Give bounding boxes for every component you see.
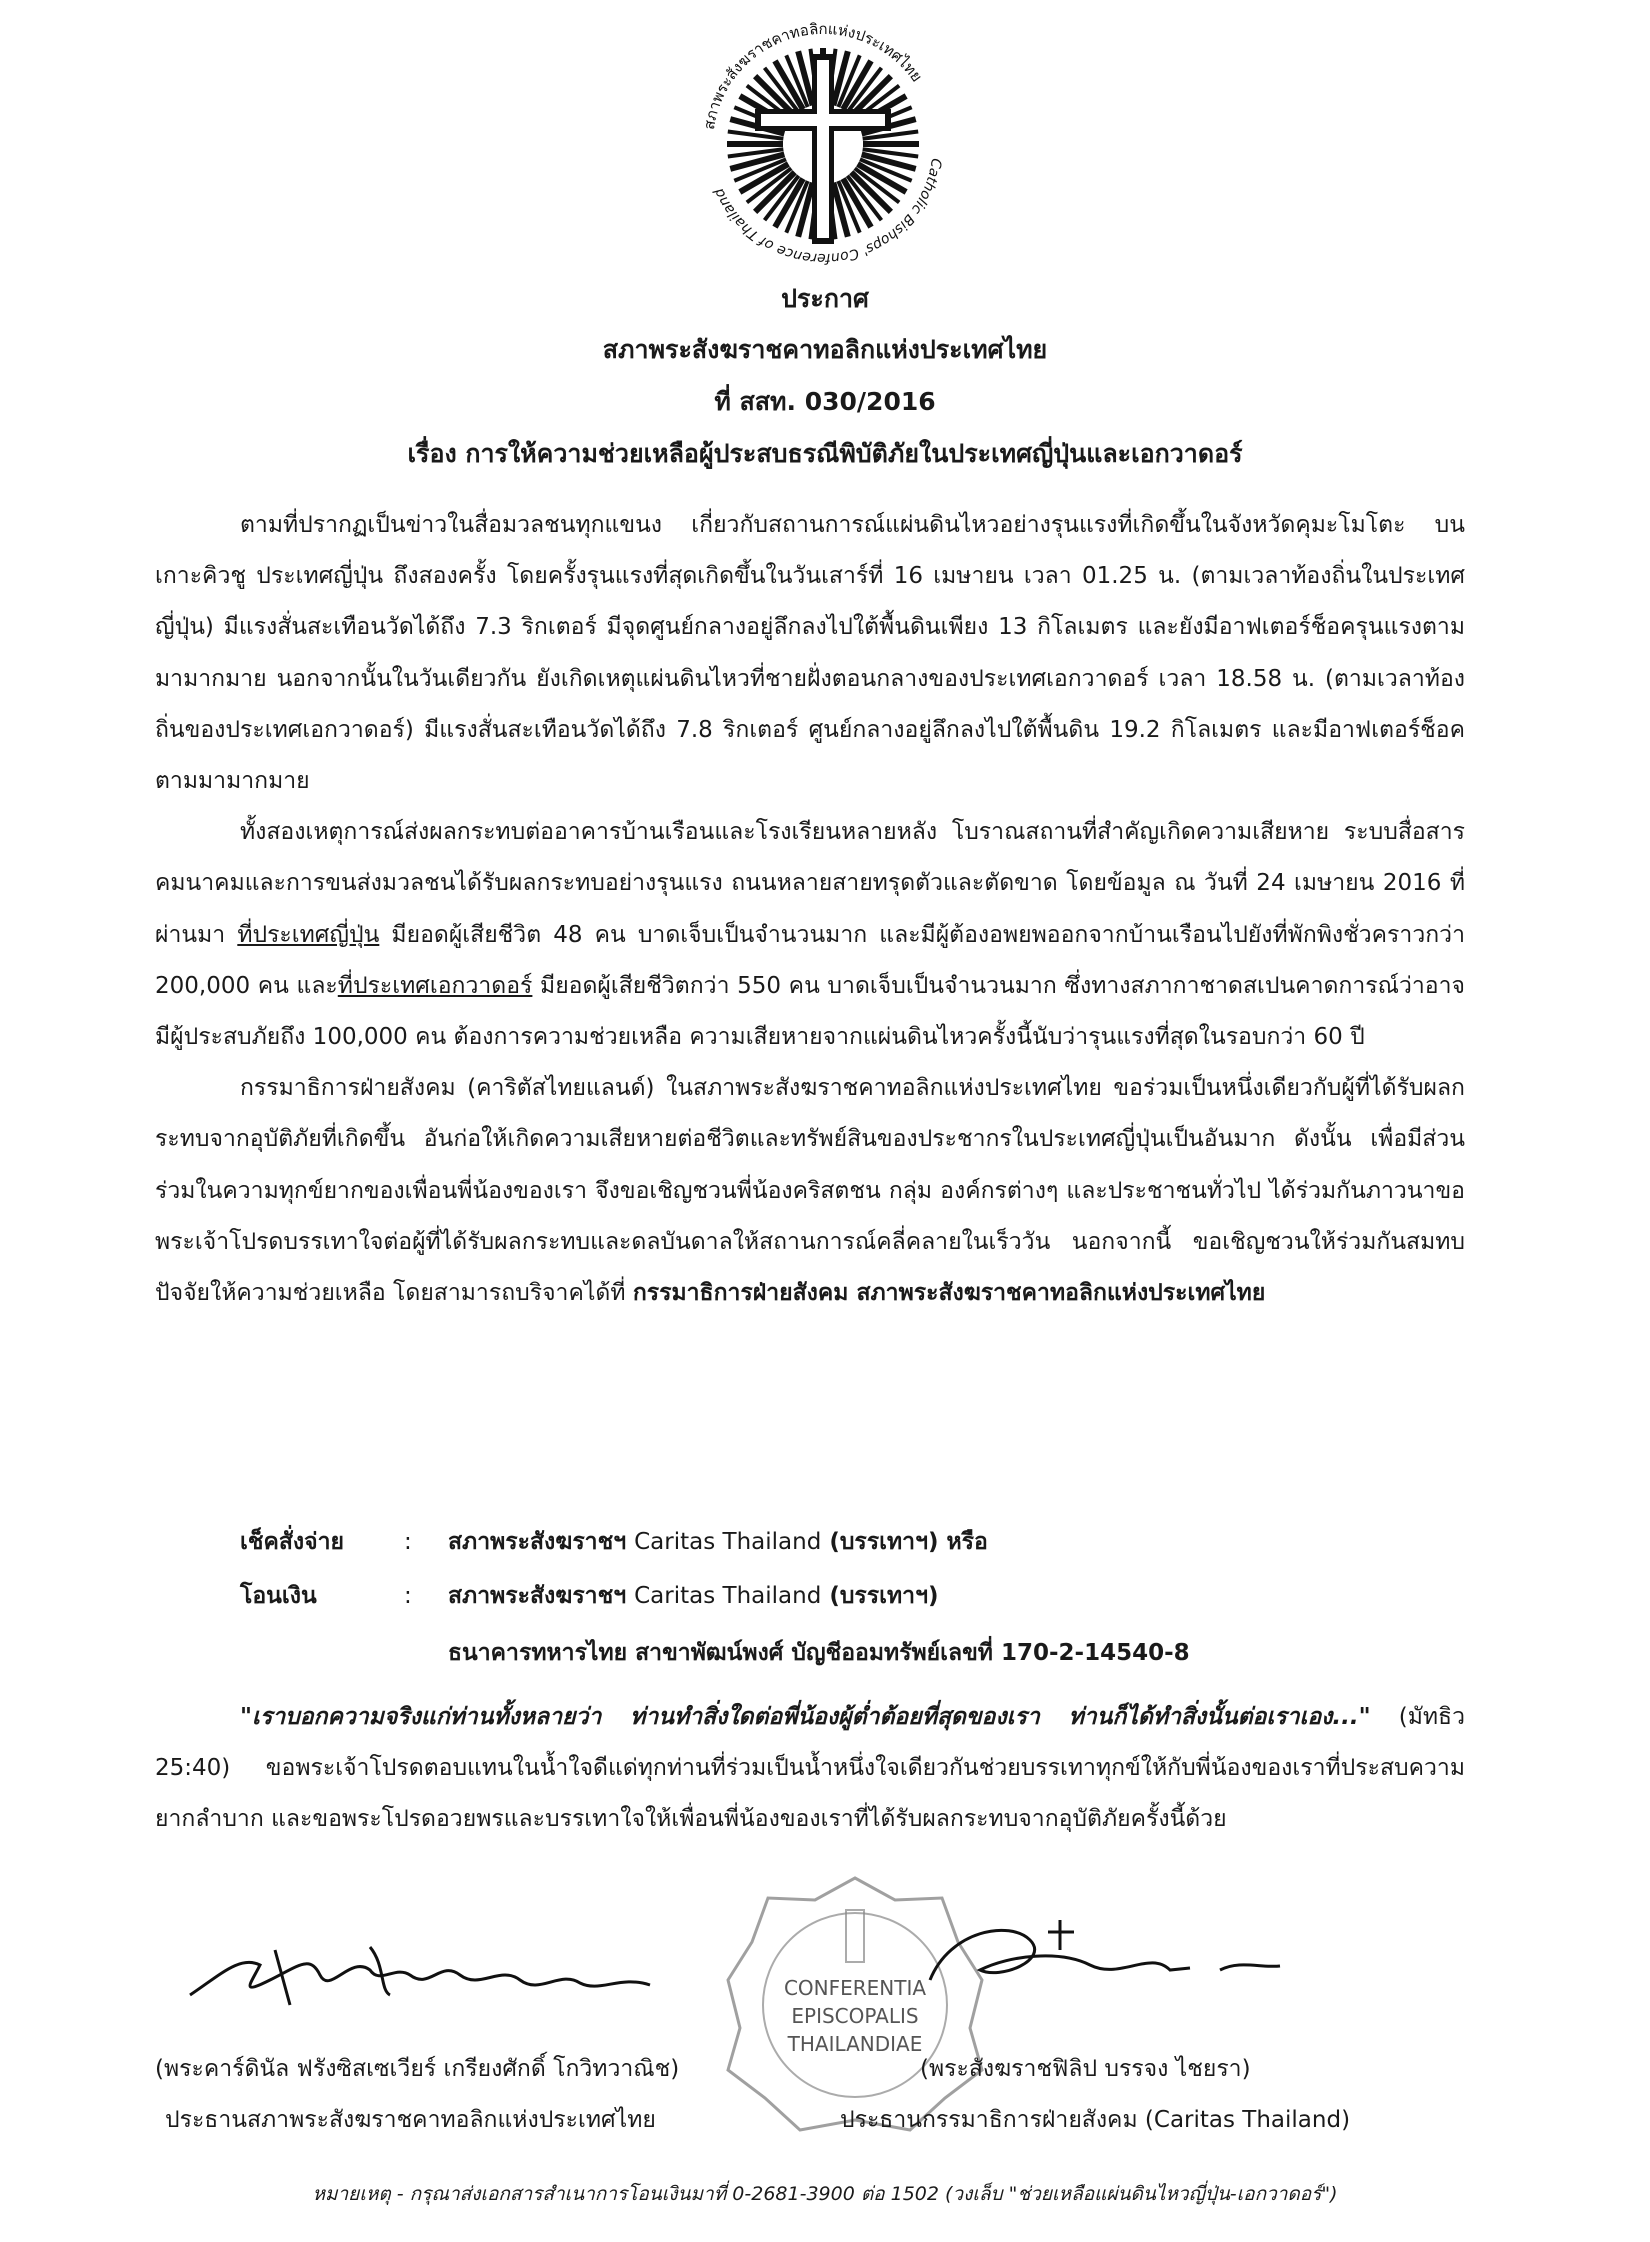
bishop-signature — [920, 1910, 1290, 2010]
closing-section — [155, 1692, 1465, 1846]
transfer-payee-th2: (บรรเทาฯ) — [821, 1583, 939, 1609]
right-signatory-title: ประธานกรรมาธิการฝ่ายสังคม (Caritas Thailand) — [840, 2107, 1351, 2133]
scripture-quote: "เราบอกความจริงแก่ท่านทั้งหลายว่า ท่านทำสิ่งใดต่อพี่น้องผู้ต่ำต้อยที่สุดของเรา ท่านก็ได้ทำสิ่งนั้นต่อเราเอง..." — [240, 1704, 1371, 1730]
blessing-text: ขอพระเจ้าโปรดตอบแทนในน้ำใจดีแด่ทุกท่านที่ร่วมเป็นน้ำหนึ่งใจเดียวกันช่วยบรรเทาทุกข์ให้กับพี่น้องของเราที่ประสบความยากลำบาก และขอพระโปรดอวยพรและบรรเทาใจให้เพื่อนพี่น้องของเราที่ได้รับผลกระทบจากอุบัติภัยครั้งนี้ด้วย — [155, 1755, 1465, 1833]
bank-account: ธนาคารทหารไทย สาขาพัฒน์พงศ์ บัญชีออมทรัพย์เลขที่ 170-2-14540-8 — [448, 1640, 1190, 1666]
seal-text-2: EPISCOPALIS — [791, 2004, 919, 2028]
transfer-label: โอนเงิน — [240, 1583, 317, 1609]
cheque-label: เช็คสั่งจ่าย — [240, 1529, 344, 1555]
announcement-heading: ประกาศ — [781, 284, 869, 313]
logo-emblem — [693, 14, 953, 274]
cheque-payee — [448, 1526, 988, 1558]
cbct-logo — [693, 14, 953, 274]
seal-text-3: THAILANDIAE — [787, 2032, 923, 2056]
right-signatory-name: (พระสังฆราชฟิลิป บรรจง ไชยรา) — [920, 2056, 1251, 2082]
body-paragraphs — [155, 500, 1465, 1319]
cheque-payee-en: Caritas Thailand — [634, 1529, 822, 1555]
document-number: ที่ สสท. 030/2016 — [714, 387, 936, 416]
cheque-colon: : — [404, 1529, 412, 1555]
transfer-payee-th: สภาพระสังฆราชฯ — [448, 1583, 635, 1609]
p3-text: กรรมาธิการฝ่ายสังคม (คาริตัสไทยแลนด์) ในสภาพระสังฆราชคาทอลิกแห่งประเทศไทย ขอร่วมเป็นหนึ่งเดียวกับผู้ที่ได้รับผลกระทบจากอุบัติภัยที่เกิดขึ้น อันก่อให้เกิดความเสียหายต่อชีวิตและทรัพย์สินของประชากรในประเทศญี่ปุ่นเป็นอันมาก ดังนั้น เพื่อมีส่วนร่วมในความทุกข์ยากของเพื่อนพี่น้องของเรา จึงขอเชิญชวนพี่น้องคริสตชน กลุ่ม องค์กรต่างๆ และประชาชนทั่วไป ได้ร่วมกันภาวนาขอพระเจ้าโปรดบรรเทาใจต่อผู้ที่ได้รับผลกระทบและดลบันดาลให้สถานการณ์คลี่คลายในเร็ววัน นอกจากนี้ ขอเชิญชวนให้ร่วมกันสมทบปัจจัยให้ความช่วยเหลือ โดยสามารถบริจาคได้ที่ — [155, 1075, 1465, 1307]
document-subject: เรื่อง การให้ความช่วยเหลือผู้ประสบธรณีพิบัติภัยในประเทศญี่ปุ่นและเอกวาดอร์ — [407, 439, 1243, 468]
p3-bold-recipient: กรรมาธิการฝ่ายสังคม สภาพระสังฆราชคาทอลิกแห่งประเทศไทย — [632, 1280, 1266, 1307]
p2-text-2: มียอดผู้เสียชีวิต 48 คน บาดเจ็บเป็นจำนวนมาก และมีผู้ต้องอพยพออกจากบ้านเรือนไปยังที่พักพิงชั่วคราวกว่า 200,000 คน และ — [155, 921, 1465, 999]
cheque-payee-th: สภาพระสังฆราชฯ — [448, 1529, 635, 1555]
scripture-reference: (มัทธิว 25:40) — [155, 1704, 1465, 1782]
organization-name: สภาพระสังฆราชคาทอลิกแห่งประเทศไทย — [602, 335, 1048, 364]
left-signatory-name: (พระคาร์ดินัล ฟรังซิสเซเวียร์ เกรียงศักดิ์ โกวิทวาณิช) — [155, 2056, 680, 2082]
transfer-payee-en: Caritas Thailand — [634, 1583, 822, 1609]
footer-note: หมายเหตุ - กรุณาส่งเอกสารสำเนาการโอนเงินมาที่ 0-2681-3900 ต่อ 1502 (วงเล็บ "ช่วยเหลือแผ่นดินไหวญี่ปุ่น-เอกวาดอร์") — [312, 2183, 1338, 2205]
transfer-payee — [448, 1580, 939, 1612]
seal-text-1: CONFERENTIA — [783, 1976, 927, 2000]
p2-text-3: มียอดผู้เสียชีวิตกว่า 550 คน บาดเจ็บเป็นจำนวนมาก ซึ่งทางสภากาชาดสเปนคาดการณ์ว่าอาจมีผู้ประสบภัยถึง 100,000 คน ต้องการความช่วยเหลือ ความเสียหายจากแผ่นดินไหวครั้งนี้นับว่ารุนแรงที่สุดในรอบกว่า 60 ปี — [155, 972, 1465, 1051]
p2-ecuador-underlined: ที่ประเทศเอกวาดอร์ — [337, 972, 533, 999]
paragraph-damage-report — [155, 807, 1465, 1063]
paragraph-scripture-blessing — [155, 1692, 1465, 1846]
p2-japan-underlined: ที่ประเทศญี่ปุ่น — [237, 921, 380, 948]
logo-ring-text: สภาพระสังฆราชคาทอลิกแห่งประเทศไทย — [699, 19, 926, 131]
transfer-colon: : — [404, 1583, 412, 1609]
logo-ring-text-en: Catholic Bishops' Conference of Thailand — [710, 157, 945, 267]
paragraph-earthquake-report: ตามที่ปรากฏเป็นข่าวในสื่อมวลชนทุกแขนง เกี่ยวกับสถานการณ์แผ่นดินไหวอย่างรุนแรงที่เกิดขึ้นในจังหวัดคุมะโมโตะ บนเกาะคิวชู ประเทศญี่ปุ่น ถึงสองครั้ง โดยครั้งรุนแรงที่สุดเกิดขึ้นในวันเสาร์ที่ 16 เมษายน เวลา 01.25 น. (ตามเวลาท้องถิ่นในประเทศญี่ปุ่น) มีแรงสั่นสะเทือนวัดได้ถึง 7.3 ริกเตอร์ มีจุดศูนย์กลางอยู่ลึกลงไปใต้พื้นดินเพียง 13 กิโลเมตร และยังมีอาฟเตอร์ช็อครุนแรงตามมามากมาย นอกจากนั้นในวันเดียวกัน ยังเกิดเหตุแผ่นดินไหวที่ชายฝั่งตอนกลางของประเทศเอกวาดอร์ เวลา 18.58 น. (ตามเวลาท้องถิ่นของประเทศเอกวาดอร์) มีแรงสั่นสะเทือนวัดได้ถึง 7.8 ริกเตอร์ ศูนย์กลางอยู่ลึกลงไปใต้พื้นดิน 19.2 กิโลเมตร และมีอาฟเตอร์ช็อคตามมามากมาย — [155, 512, 1465, 795]
cheque-payee-th2: (บรรเทาฯ) หรือ — [821, 1529, 988, 1555]
paragraph-appeal — [155, 1063, 1465, 1319]
left-signatory-title: ประธานสภาพระสังฆราชคาทอลิกแห่งประเทศไทย — [165, 2107, 656, 2133]
p2-text-1: ทั้งสองเหตุการณ์ส่งผลกระทบต่ออาคารบ้านเรือนและโรงเรียนหลายหลัง โบราณสถานที่สำคัญเกิดความเสียหาย ระบบสื่อสารคมนาคมและการขนส่งมวลชนได้รับผลกระทบอย่างรุนแรง ถนนหลายสายทรุดตัวและตัดขาด โดยข้อมูล ณ วันที่ 24 เมษายน 2016 ที่ผ่านมา — [155, 819, 1465, 948]
cardinal-signature — [180, 1935, 660, 2015]
